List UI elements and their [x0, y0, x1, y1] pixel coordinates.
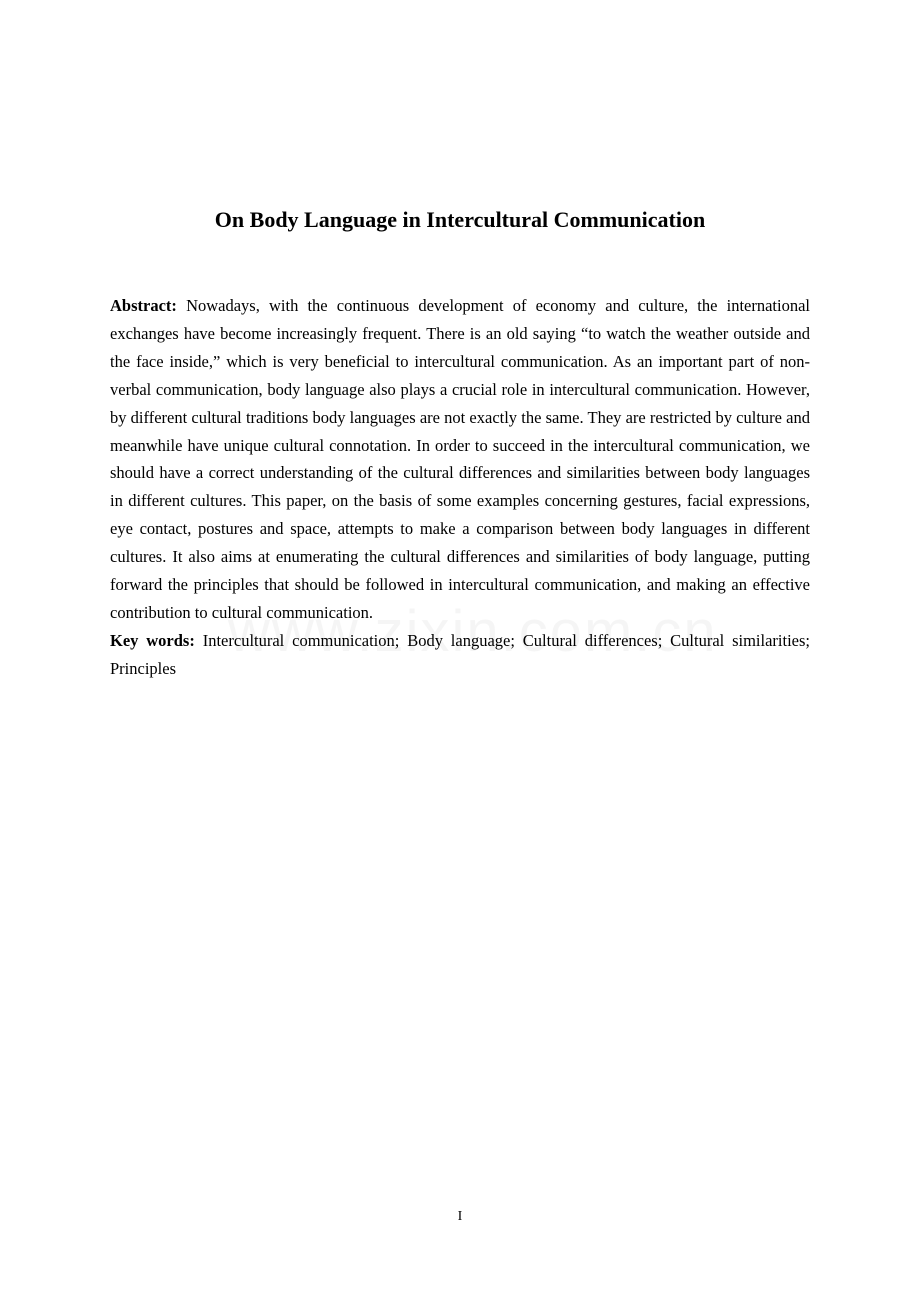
- abstract-paragraph: [110, 292, 810, 627]
- paper-title: On Body Language in Intercultural Communication: [214, 207, 706, 232]
- abstract-label: Abstract:: [110, 296, 177, 315]
- keywords-label: Key words:: [110, 630, 195, 650]
- page-number: I: [457, 1209, 463, 1224]
- abstract-text: Nowadays, with the continuous development of economy and culture, the international exchanges have become increasingly frequent. There is an old saying “to watch the weather outside and the face inside,” which is very beneficial to intercultural communication. As an important part of non-verbal communication, body language also plays a crucial role in intercultural communication. However, by different cultural traditions body languages are not exactly the same. They are restricted by culture and meanwhile have unique cultural connotation. In order to succeed in the intercultural communication, we should have a correct understanding of the cultural differences and similarities between body languages in different cultures. This paper, on the basis of some examples concerning gestures, facial expressions, eye contact, postures and space, attempts to make a comparison between body languages in different cultures. It also aims at enumerating the cultural differences and similarities of body language, putting forward the principles that should be followed in intercultural communication, and making an effective contribution to cultural communication.: [110, 296, 810, 622]
- keywords-text: Intercultural communication; Body language; Cultural differences; Cultural similarities; Principles: [110, 630, 811, 678]
- watermark-text: [228, 598, 718, 665]
